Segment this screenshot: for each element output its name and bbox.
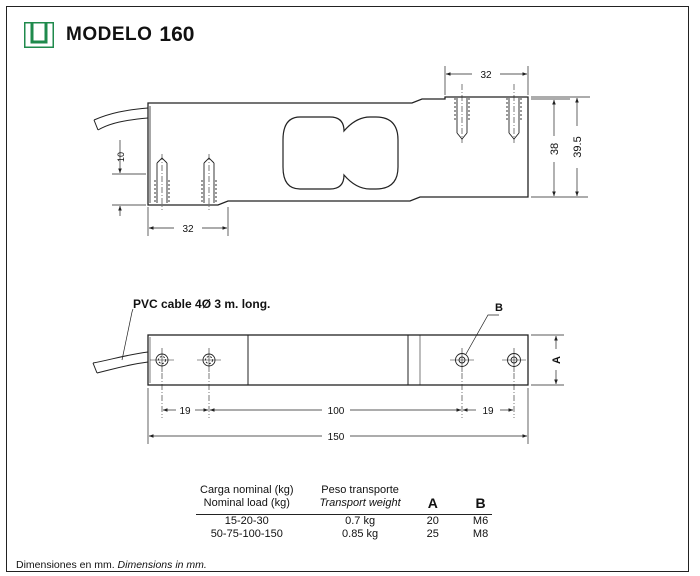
load-cell-body-side [148,97,528,205]
dim-step-10 [112,140,146,216]
label-dim-hole-right-19: 19 [482,406,494,417]
cell-load: 15-20-30 [224,515,269,527]
hole-top-right-1 [450,348,474,372]
cable-label-leader [122,309,133,360]
cell-weight: 0.7 kg [345,515,376,527]
hole-top-left-2 [197,348,221,372]
label-dim-hole-left-19: 19 [179,406,191,417]
label-a: A [551,356,563,364]
cable-side [94,108,148,120]
thread-hole-left-1 [155,154,169,210]
model-title: MODELO [66,24,153,45]
cell-b: M8 [472,528,489,540]
table-header-row-1 [196,484,492,497]
header-a: A [427,495,438,511]
footer-es: Dimensiones en mm. [16,559,115,571]
label-dim-hole-between-100: 100 [327,406,345,417]
header-weight-es: Peso transporte [321,484,399,496]
label-dim-bottom-32: 32 [182,224,194,235]
top-view [93,309,564,444]
label-dim-height-39-5: 39.5 [572,136,584,158]
label-dim-total-150: 150 [327,432,345,443]
header-load-es: Carga nominal (kg) [200,484,294,496]
hole-top-left-1 [150,348,174,372]
footer-note [16,560,207,571]
specifications-table [196,484,492,541]
table-row [196,528,492,541]
header-weight-en: Transport weight [319,497,401,509]
cell-a: 20 [426,515,439,527]
cell-a: 25 [426,528,439,540]
side-view [94,66,590,236]
label-dim-height-38: 38 [549,142,561,156]
label-b: B [495,302,503,314]
cable-label: PVC cable 4Ø 3 m. long. [133,297,271,311]
label-dim-top-32: 32 [480,70,492,81]
cell-weight: 0.85 kg [342,528,379,540]
header-load-en: Nominal load (kg) [203,497,290,509]
center-cutout [283,117,398,189]
cable-top [93,352,148,363]
cell-load: 50-75-100-150 [210,528,283,540]
thread-hole-left-2 [202,154,216,210]
label-dim-step-10: 10 [116,151,126,163]
cell-b: M6 [472,515,489,527]
thread-hole-right-2 [507,84,521,143]
footer-en: Dimensions in mm. [117,559,207,571]
table-row [196,515,492,529]
model-number: 160 [159,23,195,46]
thread-hole-right-1 [455,84,469,143]
header-b: B [475,495,486,511]
hole-top-right-2 [502,348,526,372]
